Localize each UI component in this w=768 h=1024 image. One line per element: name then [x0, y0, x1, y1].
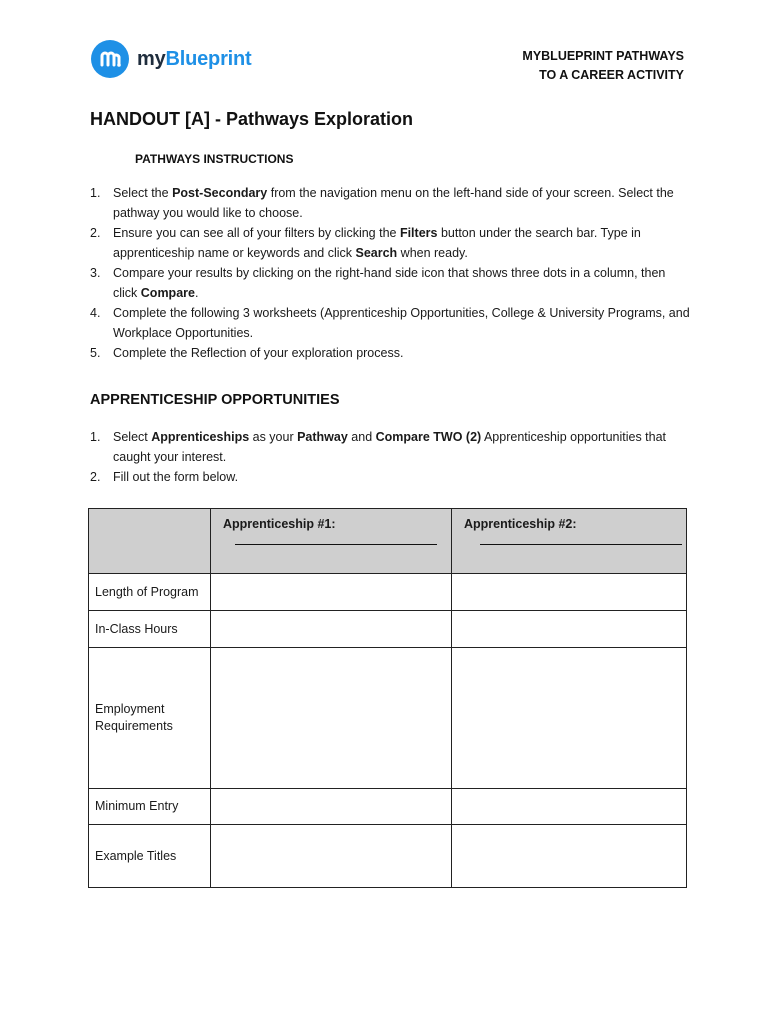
header-apprenticeship-1: [211, 509, 452, 574]
instructions-heading: PATHWAYS INSTRUCTIONS: [135, 152, 294, 166]
answer-cell[interactable]: [211, 825, 452, 888]
header-apprenticeship-2: [452, 509, 687, 574]
answer-cell[interactable]: [452, 648, 687, 789]
logo-blueprint: Blueprint: [165, 47, 252, 70]
table-header-row: [89, 509, 687, 574]
answer-cell[interactable]: [452, 789, 687, 825]
answer-cell[interactable]: [211, 611, 452, 648]
list-item: [90, 427, 690, 467]
list-text: Fill out the form below.: [113, 470, 239, 484]
activity-label: [522, 47, 684, 85]
list-item: [90, 263, 690, 303]
apprenticeship-heading: APPRENTICESHIP OPPORTUNITIES: [90, 392, 340, 408]
table-row: [89, 825, 687, 888]
list-text: Ensure you can see all of your filters by clicking the Filters button under the search bar. Type in apprenticeship name or keywords and click Search when ready.: [113, 226, 641, 260]
list-text: Select Apprenticeships as your Pathway and Compare TWO (2) Apprenticeship opportunities that caught your interest.: [113, 430, 667, 464]
name-blank-line-1[interactable]: [235, 531, 437, 545]
list-number: 2.: [90, 226, 101, 240]
answer-cell[interactable]: [452, 825, 687, 888]
list-number: 2.: [90, 470, 101, 484]
myblueprint-logo: [91, 40, 252, 78]
list-item: [90, 343, 690, 363]
list-text: Compare your results by clicking on the right-hand side icon that shows three dots in a column, then click Compare.: [113, 266, 666, 300]
list-text: Complete the following 3 worksheets (Apprenticeship Opportunities, College & University Programs, and Workplace Opportunities.: [113, 306, 690, 340]
table-row: [89, 648, 687, 789]
list-item: [90, 223, 690, 263]
row-label: Example Titles: [89, 825, 211, 888]
list-text: Select the Post-Secondary from the navigation menu on the left-hand side of your screen. Select the pathway you would like to choose.: [113, 186, 674, 220]
list-item: [90, 303, 690, 343]
answer-cell[interactable]: [452, 611, 687, 648]
header-blank-cell: [89, 509, 211, 574]
list-number: 3.: [90, 266, 101, 280]
activity-label-line1: MYBLUEPRINT PATHWAYS: [522, 49, 684, 63]
answer-cell[interactable]: [211, 789, 452, 825]
answer-cell[interactable]: [452, 574, 687, 611]
apprenticeship-list: [90, 427, 690, 487]
page-title: HANDOUT [A] - Pathways Exploration: [90, 109, 414, 129]
mb-logo-icon: [91, 40, 129, 78]
row-label: Minimum Entry: [89, 789, 211, 825]
answer-cell[interactable]: [211, 648, 452, 789]
list-item: [90, 467, 690, 487]
list-item: [90, 183, 690, 223]
row-label: Employment Requirements: [89, 648, 211, 789]
table-row: [89, 574, 687, 611]
logo-wordmark: [137, 48, 252, 71]
table-row: [89, 789, 687, 825]
row-label: Length of Program: [89, 574, 211, 611]
list-number: 5.: [90, 346, 101, 360]
apprenticeship-form-table: [88, 508, 687, 888]
list-number: 4.: [90, 306, 101, 320]
list-number: 1.: [90, 186, 101, 200]
name-blank-line-2[interactable]: [480, 531, 682, 545]
activity-label-line2: TO A CAREER ACTIVITY: [539, 68, 684, 82]
list-number: 1.: [90, 430, 101, 444]
list-text: Complete the Reflection of your exploration process.: [113, 346, 404, 360]
logo-my: my: [137, 47, 166, 70]
row-label: In-Class Hours: [89, 611, 211, 648]
answer-cell[interactable]: [211, 574, 452, 611]
header-label: Apprenticeship #1:: [223, 517, 336, 531]
header-label: Apprenticeship #2:: [464, 517, 577, 531]
table-row: [89, 611, 687, 648]
instructions-list: [90, 183, 690, 363]
